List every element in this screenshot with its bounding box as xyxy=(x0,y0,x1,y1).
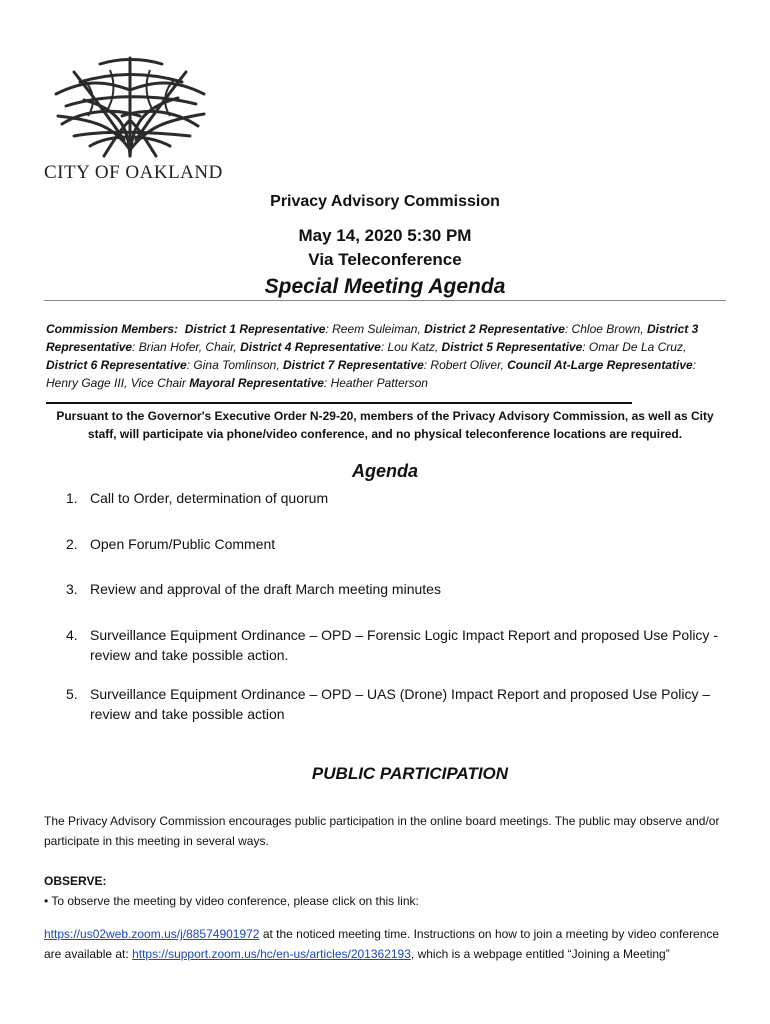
member-name: : Omar De La Cruz, xyxy=(582,340,687,354)
member-role: District 6 Representative xyxy=(46,358,187,372)
agenda-item-number: 5. xyxy=(66,686,78,702)
agenda-item-number: 3. xyxy=(66,581,78,597)
agenda-item-text: Surveillance Equipment Ordinance – OPD – Forensic Logic Impact Report and proposed Use Policy - review and take possible action. xyxy=(90,627,718,663)
agenda-item-text: Call to Order, determination of quorum xyxy=(90,490,329,506)
member-name: : Reem Suleiman, xyxy=(325,322,425,336)
participation-intro: The Privacy Advisory Commission encourages public participation in the online board meetings. The public may observe and/or participate in this meeting in several ways. xyxy=(44,814,720,848)
member-role: District 7 Representative xyxy=(283,358,424,372)
agenda-item xyxy=(66,488,736,508)
member-role: District 1 Representative xyxy=(184,322,326,336)
city-logo-text: CITY OF OAKLAND xyxy=(44,162,223,183)
zoom-instructions-text: at the noticed meeting time. Instructions on how to join a meeting by video conference are available at: xyxy=(44,927,720,961)
agenda-item-text: Open Forum/Public Comment xyxy=(90,536,276,552)
member-role: District 4 Representative xyxy=(240,340,381,354)
title-divider xyxy=(44,300,726,301)
commission-members xyxy=(46,320,726,392)
member-name: : Gina Tomlinson, xyxy=(186,358,284,372)
member-name: : Chloe Brown, xyxy=(564,322,647,336)
member-name: : Heather Patterson xyxy=(323,376,428,390)
agenda-heading: Agenda xyxy=(351,461,418,481)
member-role: Mayoral Representative xyxy=(189,376,324,390)
member-name: : Robert Oliver, xyxy=(423,358,508,372)
member-role: Council At-Large Representative xyxy=(507,358,693,372)
agenda-item-number: 4. xyxy=(66,627,78,643)
observe-instruction: • To observe the meeting by video conference, please click on this link: xyxy=(44,894,419,908)
agenda-item xyxy=(66,625,736,665)
agenda-item-number: 1. xyxy=(66,490,78,506)
agenda-item xyxy=(66,684,736,724)
member-role: District 3 Representative xyxy=(46,322,699,354)
agenda-item-text: Review and approval of the draft March meeting minutes xyxy=(90,581,441,597)
member-role: District 5 Representative xyxy=(441,340,583,354)
agenda-item xyxy=(66,534,736,554)
meeting-venue: Via Teleconference xyxy=(308,250,462,269)
zoom-instructions xyxy=(44,924,734,964)
meeting-date: May 14, 2020 5:30 PM xyxy=(298,226,472,245)
zoom-meeting-link[interactable]: https://us02web.zoom.us/j/88574901972 xyxy=(44,927,260,941)
oak-tree-icon xyxy=(44,50,216,162)
agenda-item-number: 2. xyxy=(66,536,78,552)
member-name: : Lou Katz, xyxy=(380,340,442,354)
member-name: : Henry Gage III, Vice Chair xyxy=(46,358,697,390)
public-participation-heading: PUBLIC PARTICIPATION xyxy=(311,764,509,783)
member-role: District 2 Representative xyxy=(424,322,565,336)
city-logo xyxy=(44,50,223,184)
members-lead: Commission Members: xyxy=(46,322,179,336)
teleconference-notice: Pursuant to the Governor's Executive Order N-29-20, members of the Privacy Advisory Commission, as well as City staff, will participate via phone/video conference, and no physical teleconference locations are required. xyxy=(56,409,714,441)
page-title: Special Meeting Agenda xyxy=(264,275,506,298)
notice-divider xyxy=(46,402,632,404)
commission-name: Privacy Advisory Commission xyxy=(270,193,500,210)
zoom-support-link[interactable]: https://support.zoom.us/hc/en-us/articles/201362193 xyxy=(132,947,411,961)
agenda-item xyxy=(66,579,736,599)
member-name: : Brian Hofer, Chair, xyxy=(132,340,241,354)
observe-heading: OBSERVE: xyxy=(44,874,107,888)
zoom-instructions-tail: , which is a webpage entitled “Joining a Meeting” xyxy=(410,947,670,961)
agenda-item-text: Surveillance Equipment Ordinance – OPD – UAS (Drone) Impact Report and proposed Use Policy – review and take possible action xyxy=(90,686,711,722)
